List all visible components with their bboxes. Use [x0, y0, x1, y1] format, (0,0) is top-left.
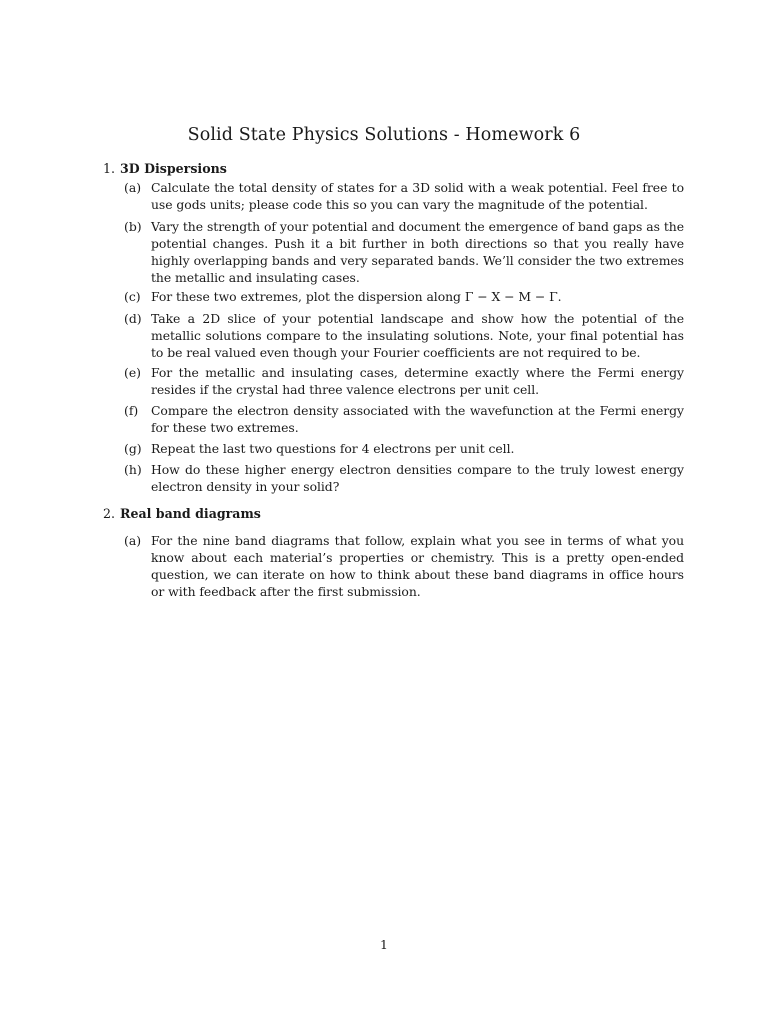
item-text: For these two extremes, plot the dispersion along Γ − X − M − Γ.: [151, 289, 562, 304]
section-number: 2.: [103, 506, 116, 521]
item-label: (a): [124, 533, 142, 548]
page-number: 1: [380, 937, 388, 952]
item-text: Take a 2D slice of your potential landscape and show how the potential of the metallic solutions compare to the insulating solutions. Note, your final potential has to be real valued even though your Fourier coefficients are not required to be.: [151, 311, 684, 360]
item-label: (e): [124, 365, 142, 380]
item-label: (g): [124, 441, 142, 456]
item-text: Vary the strength of your potential and document the emergence of band gaps as the potential changes. Push it a bit further in both directions so that you really have highly overlapping bands and very separated bands. We’ll consider the two extremes the metallic and insulating cases.: [151, 219, 684, 285]
section-title: 3D Dispersions: [120, 161, 227, 176]
item-text: Compare the electron density associated with the wavefunction at the Fermi energy for these two extremes.: [151, 403, 684, 435]
item-text: For the nine band diagrams that follow, explain what you see in terms of what you know about each material’s properties or chemistry. This is a pretty open-ended question, we can iterate on how to think about these band diagrams in office hours or with feedback after the first submission.: [151, 533, 684, 599]
item-text: How do these higher energy electron densities compare to the truly lowest energy electron density in your solid?: [151, 462, 684, 494]
section-number: 1.: [103, 161, 116, 176]
item-label: (d): [124, 311, 142, 326]
document-title: Solid State Physics Solutions - Homework 6: [187, 125, 581, 145]
item-label: (b): [124, 219, 142, 234]
item-text: Calculate the total density of states for a 3D solid with a weak potential. Feel free to use gods units; please code this so you can vary the magnitude of the potential.: [151, 180, 684, 212]
item-label: (c): [124, 289, 141, 304]
item-label: (a): [124, 180, 142, 195]
section-title: Real band diagrams: [120, 506, 261, 521]
item-text: For the metallic and insulating cases, determine exactly where the Fermi energy resides if the crystal had three valence electrons per unit cell.: [151, 365, 684, 397]
item-label: (f): [124, 403, 139, 418]
item-text: Repeat the last two questions for 4 electrons per unit cell.: [151, 441, 515, 456]
item-label: (h): [124, 462, 142, 477]
